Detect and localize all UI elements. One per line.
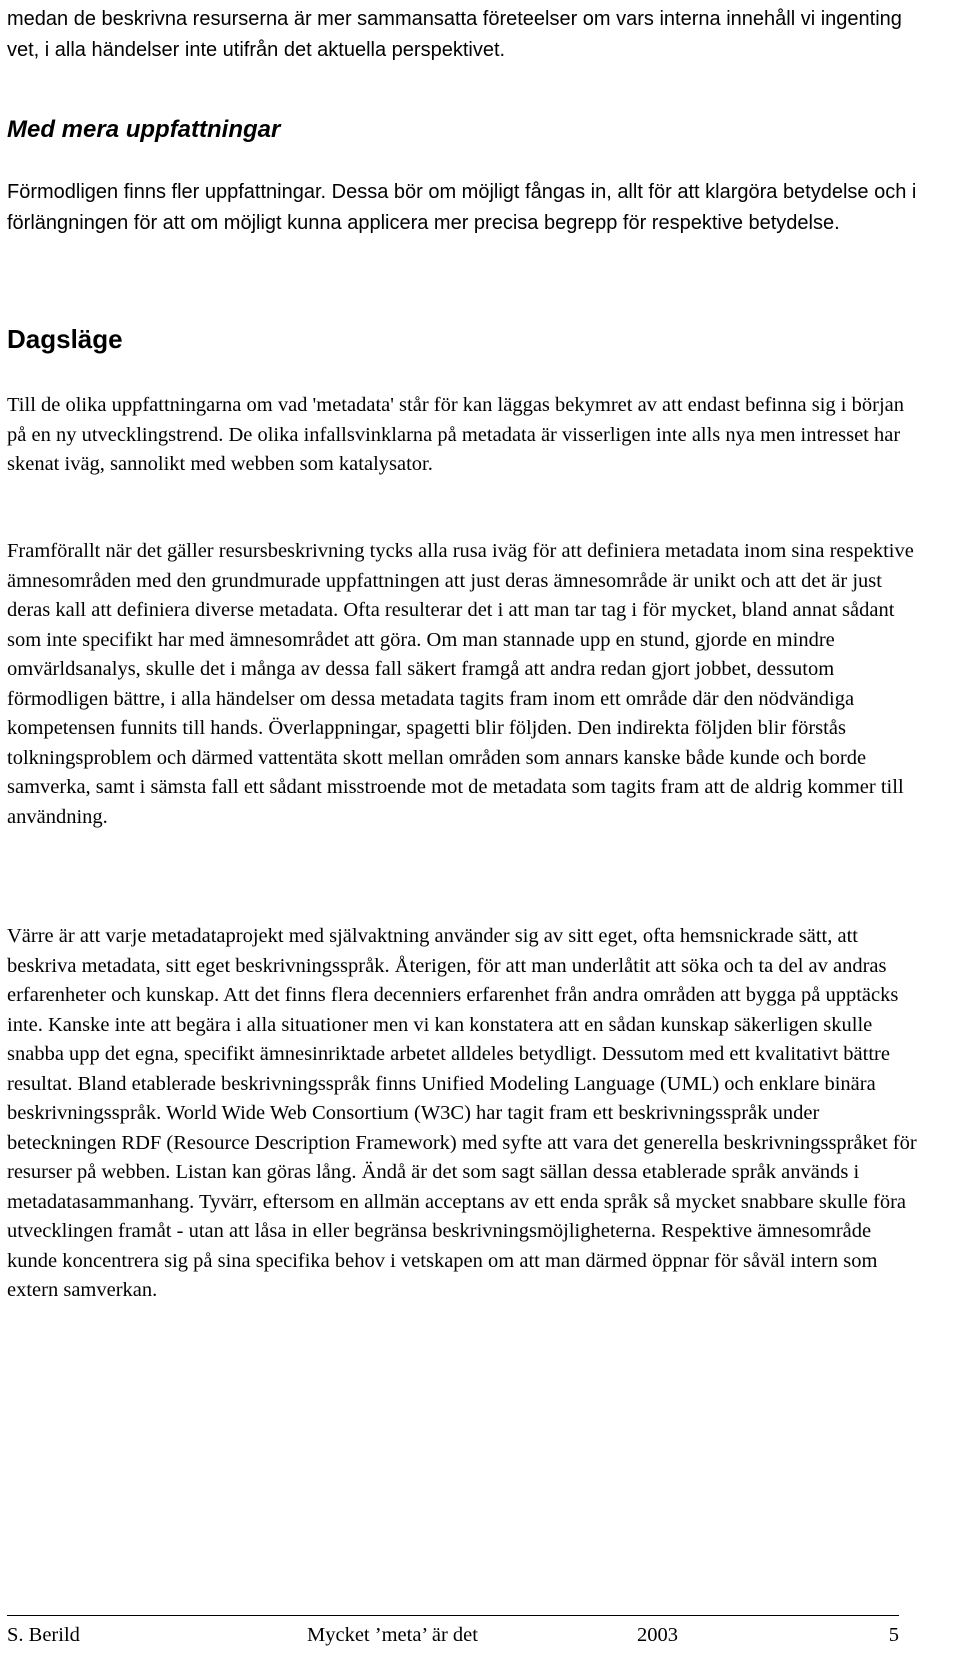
footer-author: S. Berild [7,1624,80,1646]
dagslage-paragraph-3: Värre är att varje metadataprojekt med självaktning använder sig av sitt eget, ofta hemsnickrade sätt, att beskriva metadata, sitt eget beskrivningsspråk. Återigen, för att man underlåtit att söka och ta del av andras erfarenheter och kunskap. Att det finns flera decenniers erfarenhet från andra områden att bygga på upptäcks inte. Kanske inte att begära i alla situationer men vi kan konstatera att en sådan kunskap säkerligen skulle snabba upp det egna, specifikt ämnesinriktade arbetet alldeles betydligt. Dessutom med ett kvalitativt bättre resultat. Bland etablerade beskrivningsspråk finns Unified Modeling Language (UML) och enklare binära beskrivningsspråk. World Wide Web Consortium (W3C) har tagit fram ett beskrivningsspråk under beteckningen RDF (Resource Description Framework) med syfte att vara det generella beskrivningsspråket för resurser på webben. Listan kan göras lång. Ändå är det som sagt sällan dessa etablerade språk används i metadatasammanhang. Tyvärr, eftersom en allmän acceptans av ett enda språk så mycket snabbare skulle föra utvecklingen framåt - utan att låsa in eller begränsa beskrivningsmöjligheterna. Respektive ämnesområde kunde koncentrera sig på sina specifika behov i vetskapen om att man därmed öppnar för såväl intern som extern samverkan. [7,925,917,1301]
footer-page-number: 5 [888,1624,899,1646]
footer-year: 2003 [637,1624,678,1646]
section-paragraph-med-mera: Förmodligen finns fler uppfattningar. Dessa bör om möjligt fångas in, allt för att klargöra betydelse och i förlängningen för att om möjligt kunna applicera mer precisa begrepp för respektive betydelse. [7,181,917,234]
footer-divider [7,1615,899,1616]
footer-title: Mycket ’meta’ är det [307,1624,478,1646]
intro-paragraph: medan de beskrivna resurserna är mer sammansatta företeelser om vars interna innehåll vi ingenting vet, i alla händelser inte utifrån det aktuella perspektivet. [7,8,902,61]
section-heading-med-mera: Med mera uppfattningar [7,116,281,143]
dagslage-paragraph-2: Framförallt när det gäller resursbeskrivning tycks alla rusa iväg för att definiera metadata inom sina respektive ämnesområden med den grundmurade uppfattningen att just deras ämnesområde är unikt och att det är just deras kall att definiera diverse metadata. Ofta resulterar det i att man tar tag i för mycket, bland annat sådant som inte specifikt har med ämnesområdet att göra. Om man stannade upp en stund, gjorde en mindre omvärldsanalys, skulle det i många av dessa fall säkert framgå att andra redan gjort jobbet, dessutom förmodligen bättre, i alla händelser om dessa metadata tagits fram inom ett område där den nödvändiga kompetensen funnits till hands. Överlappningar, spagetti blir följden. Den indirekta följden blir förstås tolkningsproblem och därmed vattentäta skott mellan områden som annars kanske både kunde och borde samverka, samt i sämsta fall ett sådant misstroende mot de metadata som tagits fram att de aldrig kommer till användning. [7,540,914,828]
section-heading-dagslage: Dagsläge [7,324,123,354]
dagslage-paragraph-1: Till de olika uppfattningarna om vad 'metadata' står för kan läggas bekymret av att endast befinna sig i början på en ny utvecklingstrend. De olika infallsvinklarna på metadata är visserligen inte alls nya men intresset har skenat iväg, sannolikt med webben som katalysator. [7,394,904,475]
page-footer [7,1620,899,1650]
